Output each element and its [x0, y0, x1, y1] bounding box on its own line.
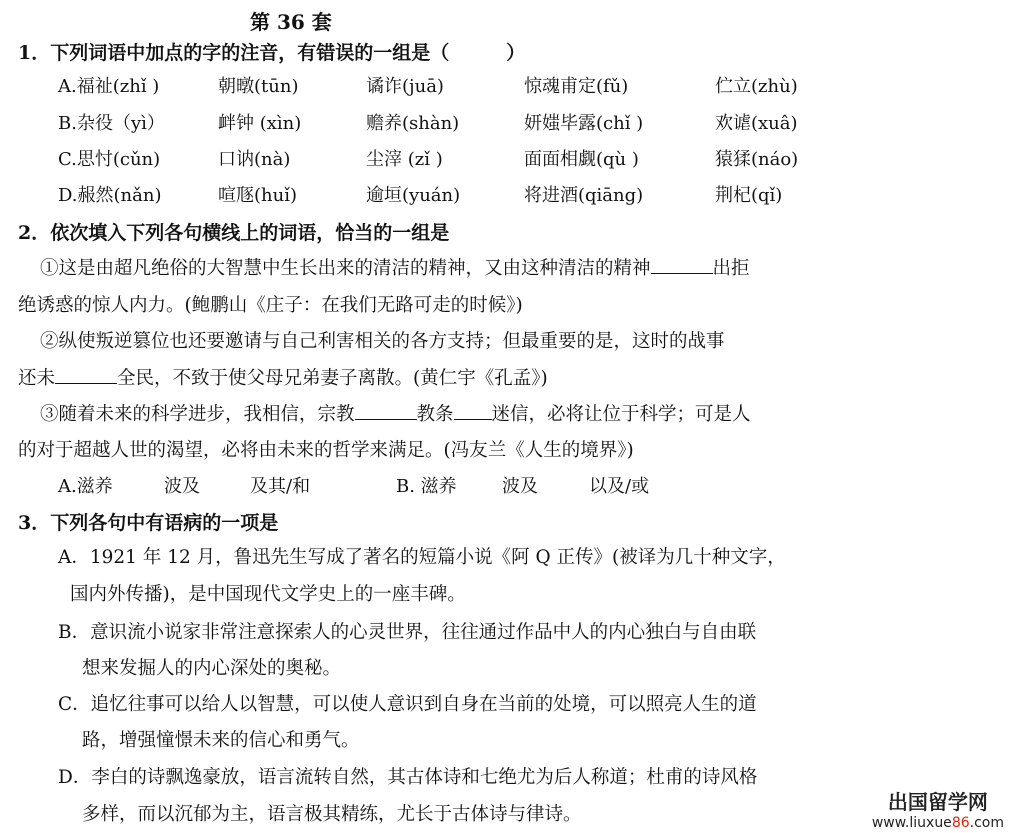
watermark-url — [872, 815, 1004, 831]
q2-sentence-1-cont: 绝诱惑的惊人内力。(鲍鹏山《庄子：在我们无路可走的时候》) — [18, 295, 523, 316]
fill-blank — [651, 259, 713, 274]
text-span: 迷信，必将让位于科学；可是人 — [491, 404, 751, 425]
option-cell: 尘滓 (zǐ ) — [366, 149, 443, 170]
q3-option-b: B．意识流小说家非常注意探索人的心灵世界，往往通过作品中人的内心独白与自由联 — [58, 622, 757, 643]
text-span: ③随着未来的科学进步，我相信，宗教 — [40, 404, 355, 425]
watermark-title: 出国留学网 — [887, 790, 988, 814]
option-cell: D.赧然(nǎn) — [58, 185, 162, 206]
url-part-highlight: 86 — [951, 815, 970, 831]
option-cell: 喧豗(huǐ) — [218, 185, 297, 206]
q3-option-a: A．1921 年 12 月，鲁迅先生写成了著名的短篇小说《阿 Q 正传》(被译为几十种文字， — [58, 547, 786, 568]
fill-blank — [55, 369, 117, 384]
question-1-stem: 1．下列词语中加点的字的注音，有错误的一组是（ ） — [18, 42, 526, 64]
url-part: www.liuxue — [871, 815, 952, 831]
q2-sentence-3-cont: 的对于超越人世的渴望，必将由未来的哲学来满足。(冯友兰《人生的境界》) — [18, 440, 634, 461]
option-cell: 逾垣(yuán) — [366, 185, 461, 206]
page-title: 第 36 套 — [250, 10, 332, 34]
q2-sentence-3 — [40, 400, 751, 426]
answer-option: 波及 — [164, 476, 200, 497]
option-cell: 欢谑(xuâ) — [715, 113, 798, 134]
answer-option: A.滋养 — [58, 476, 113, 497]
question-2-stem: 2．依次填入下列各句横线上的词语，恰当的一组是 — [18, 222, 450, 244]
q3-option-d-cont: 多样，而以沉郁为主，语言极其精练，尤长于古体诗与律诗。 — [82, 804, 582, 825]
q3-option-a-cont: 国内外传播)，是中国现代文学史上的一座丰碑。 — [70, 584, 466, 605]
text-span: 还未 — [18, 368, 56, 389]
answer-option: 及其/和 — [250, 476, 311, 497]
text-span: 全民，不致于使父母兄弟妻子离散。(黄仁宇《孔孟》) — [117, 368, 548, 389]
option-cell: 赡养(shàn) — [366, 113, 460, 134]
q3-option-c: C．追忆往事可以给人以智慧，可以使人意识到自身在当前的处境，可以照亮人生的道 — [58, 694, 757, 715]
q2-sentence-1 — [40, 254, 750, 280]
q3-option-c-cont: 路，增强憧憬未来的信心和勇气。 — [82, 730, 360, 751]
q3-option-b-cont: 想来发掘人的内心深处的奥秘。 — [82, 658, 342, 679]
fill-blank — [355, 405, 417, 420]
url-part: .com — [969, 815, 1004, 831]
answer-option: B. 滋养 — [396, 476, 457, 497]
text-span: 教条 — [416, 404, 454, 425]
question-3-stem: 3．下列各句中有语病的一项是 — [18, 512, 279, 534]
text-span: 出拒 — [712, 258, 750, 279]
option-cell: 猿猱(náo) — [715, 149, 799, 170]
option-cell: A.福祉(zhǐ ) — [58, 76, 160, 97]
option-cell: 惊魂甫定(fǔ) — [524, 76, 629, 97]
q2-sentence-2: ②纵使叛逆篡位也还要邀请与自己利害相关的各方支持；但最重要的是，这时的战事 — [40, 331, 725, 352]
option-cell: 荆杞(qǐ) — [715, 185, 783, 206]
option-cell: 妍媸毕露(chǐ ) — [524, 113, 644, 134]
option-cell: 朝暾(tūn) — [218, 76, 299, 97]
option-cell: 谲诈(juā) — [366, 76, 444, 97]
option-cell: B.杂役（yì） — [58, 113, 165, 134]
q3-option-d: D．李白的诗飘逸豪放，语言流转自然，其古体诗和七绝尤为后人称道；杜甫的诗风格 — [58, 767, 758, 788]
option-cell: 伫立(zhù) — [715, 76, 798, 97]
q2-sentence-2-cont — [18, 364, 548, 390]
option-cell: 将进酒(qiāng) — [524, 185, 644, 206]
option-cell: 衅钟 (xìn) — [218, 113, 302, 134]
q2-answer-options — [58, 472, 758, 500]
text-span: ①这是由超凡绝俗的大智慧中生长出来的清洁的精神，又由这种清洁的精神 — [40, 258, 651, 279]
answer-option: 以及/或 — [589, 476, 650, 497]
option-cell: C.思忖(cǔn) — [58, 149, 161, 170]
fill-blank — [454, 405, 492, 420]
site-watermark — [872, 786, 1004, 831]
option-cell: 口讷(nà) — [218, 149, 291, 170]
answer-option: 波及 — [502, 476, 538, 497]
option-cell: 面面相觑(qù ) — [524, 149, 639, 170]
